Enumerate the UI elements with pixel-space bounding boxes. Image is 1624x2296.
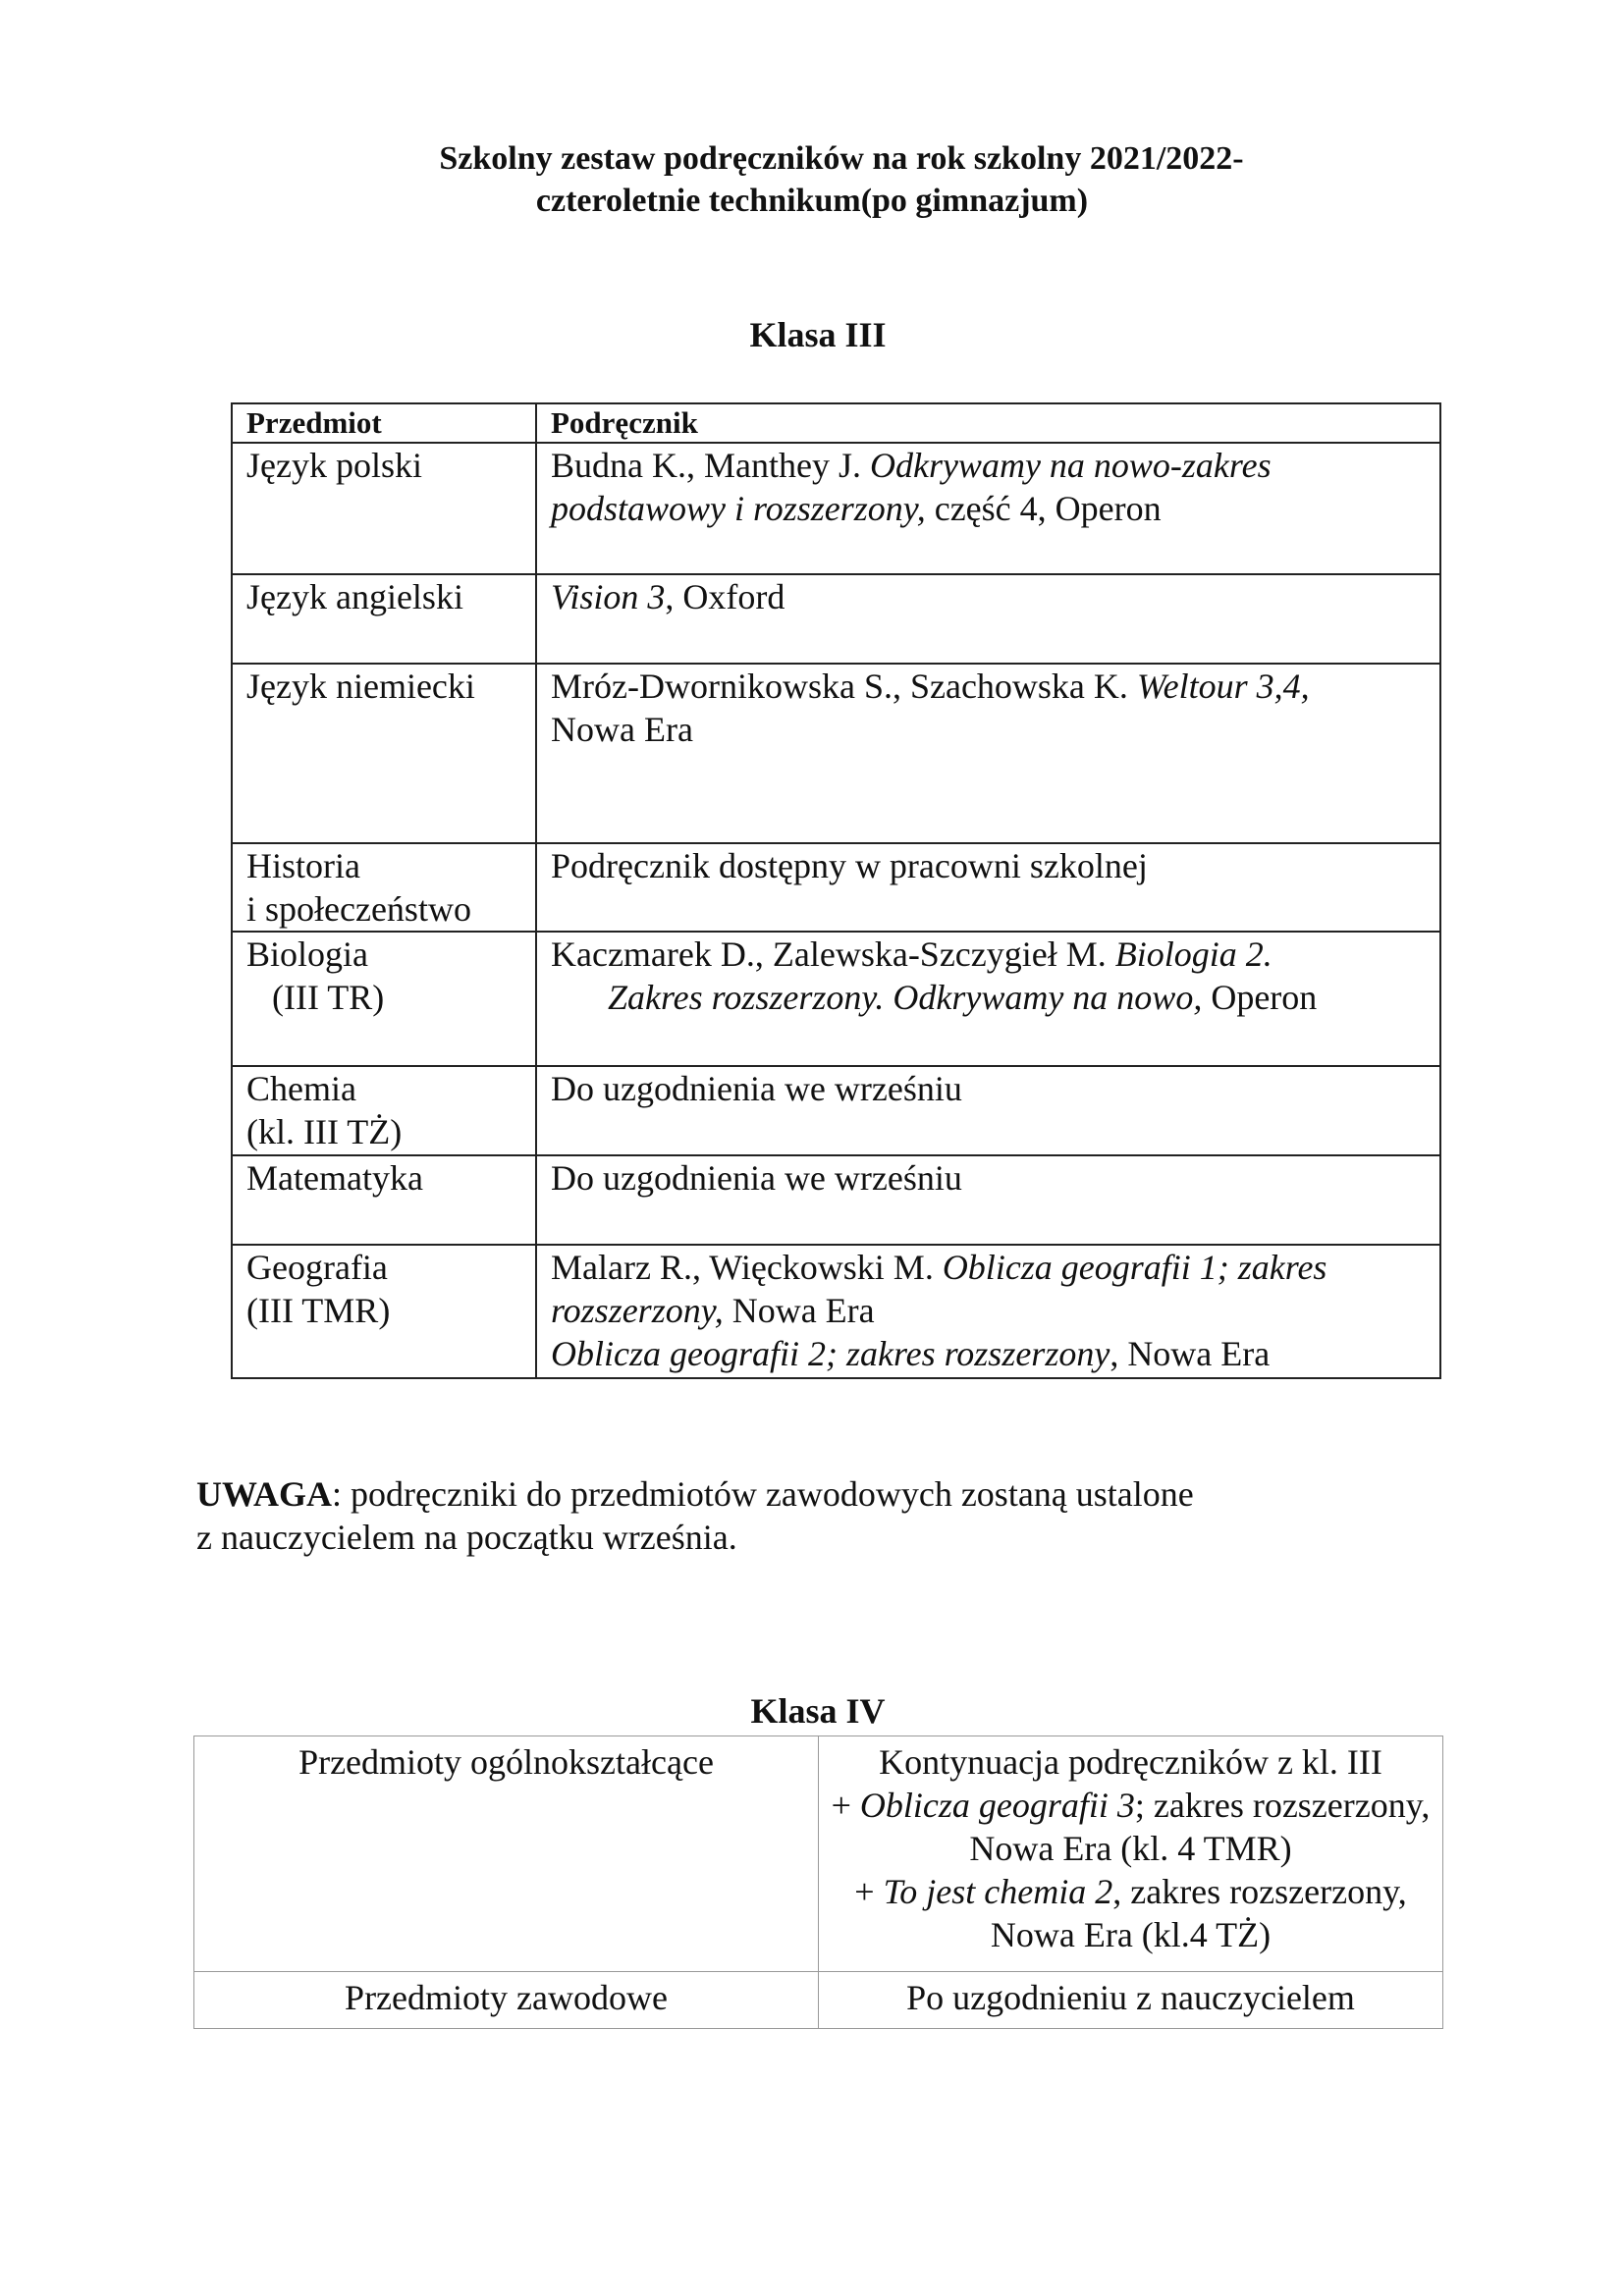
book-text: Mróz-Dwornikowska S., Szachowska K. (551, 667, 1137, 706)
book-text: Nowa Era (723, 1291, 875, 1330)
table-row (232, 664, 1440, 843)
subject-cell (232, 1245, 536, 1378)
table-header-row (232, 403, 1440, 443)
book-text: + (854, 1872, 884, 1911)
uwaga-text: : podręczniki do przedmiotów zawodowych zostaną ustalone (332, 1474, 1194, 1514)
subject-cell (232, 1155, 536, 1245)
subject-text: (III TMR) (246, 1291, 391, 1330)
subject-text: Matematyka (246, 1158, 423, 1198)
uwaga-note (196, 1472, 1194, 1559)
book-text: Po uzgodnieniu z nauczycielem (906, 1978, 1355, 2017)
subject-cell (232, 443, 536, 574)
book-title: Zakres rozszerzony. Odkrywamy na nowo, (608, 978, 1203, 1017)
header-book: Podręcznik (536, 403, 1440, 443)
subject-cell (232, 574, 536, 664)
subject-text: Język polski (246, 446, 422, 485)
book-cell (536, 443, 1440, 574)
subject-text: Chemia (246, 1069, 356, 1108)
book-title: To jest chemia 2 (883, 1872, 1113, 1911)
table-row (232, 1245, 1440, 1378)
document-title-line1: Szkolny zestaw podręczników na rok szkolny 2021/2022- (439, 140, 1244, 177)
subject-text: Język niemiecki (246, 667, 475, 706)
subject-text: (III TR) (272, 978, 385, 1017)
uwaga-text: z nauczycielem na początku września. (196, 1518, 737, 1557)
subject-text: Język angielski (246, 577, 463, 616)
book-title: Odkrywamy na nowo-zakres podstawowy i rozszerzony, (551, 446, 1272, 528)
subject-cell (232, 664, 536, 843)
book-title: Biologia 2. (1114, 934, 1272, 974)
subject-text: Biologia (246, 934, 368, 974)
uwaga-label: UWAGA (196, 1474, 333, 1514)
subject-cell (232, 843, 536, 932)
book-title: Vision 3 (551, 577, 666, 616)
book-cell (536, 932, 1440, 1066)
book-text: , zakres rozszerzony, Nowa Era (kl.4 TŻ) (990, 1872, 1407, 1954)
subject-cell (232, 932, 536, 1066)
subject-text: Historia (246, 846, 360, 885)
subject-text: (kl. III TŻ) (246, 1112, 403, 1151)
table-row (232, 843, 1440, 932)
book-text: ; zakres rozszerzony, Nowa Era (kl. 4 TMR) (969, 1786, 1431, 1868)
book-text: + (831, 1786, 860, 1825)
klasa4-table (193, 1735, 1443, 2029)
book-cell (536, 1155, 1440, 1245)
book-title: Oblicza geografii 3 (859, 1786, 1135, 1825)
category-cell: Przedmioty zawodowe (194, 1972, 819, 2029)
book-title: Oblicza geografii 1; zakres rozszerzony, (551, 1248, 1327, 1330)
book-text: , Oxford (665, 577, 785, 616)
category-cell: Przedmioty ogólnokształcące (194, 1736, 819, 1972)
book-cell (536, 1245, 1440, 1378)
klasa3-heading: Klasa III (749, 315, 887, 354)
book-cell (536, 1066, 1440, 1155)
book-text: , Nowa Era (1110, 1334, 1271, 1373)
table-row (232, 1066, 1440, 1155)
book-title: Oblicza geografii 2; zakres rozszerzony (551, 1334, 1110, 1373)
table-row (194, 1736, 1443, 1972)
table-row (232, 574, 1440, 664)
book-text: Do uzgodnienia we wrześniu (551, 1069, 962, 1108)
book-text: Do uzgodnienia we wrześniu (551, 1158, 962, 1198)
subject-text: i społeczeństwo (246, 889, 471, 929)
book-text: Malarz R., Więckowski M. (551, 1248, 943, 1287)
header-subject: Przedmiot (232, 403, 536, 443)
book-cell (536, 574, 1440, 664)
book-cell (536, 843, 1440, 932)
document-title-line2: czteroletnie technikum(po gimnazjum) (535, 183, 1089, 219)
table-row (232, 1155, 1440, 1245)
book-text: Podręcznik dostępny w pracowni szkolnej (551, 846, 1148, 885)
book-text: Nowa Era (551, 710, 693, 749)
book-title: Weltour 3,4, (1136, 667, 1310, 706)
book-cell (819, 1736, 1443, 1972)
table-row (232, 932, 1440, 1066)
book-text: Kontynuacja podręczników z kl. III (879, 1742, 1382, 1782)
book-text: część 4, Operon (925, 489, 1162, 528)
book-cell (819, 1972, 1443, 2029)
book-text: Operon (1202, 978, 1318, 1017)
book-text: Kaczmarek D., Zalewska-Szczygieł M. (551, 934, 1115, 974)
book-cell (536, 664, 1440, 843)
subject-text: Geografia (246, 1248, 388, 1287)
klasa4-heading: Klasa IV (750, 1691, 886, 1731)
book-text: Budna K., Manthey J. (551, 446, 870, 485)
table-row (232, 443, 1440, 574)
table-row (194, 1972, 1443, 2029)
klasa3-table (231, 402, 1441, 1379)
subject-cell (232, 1066, 536, 1155)
